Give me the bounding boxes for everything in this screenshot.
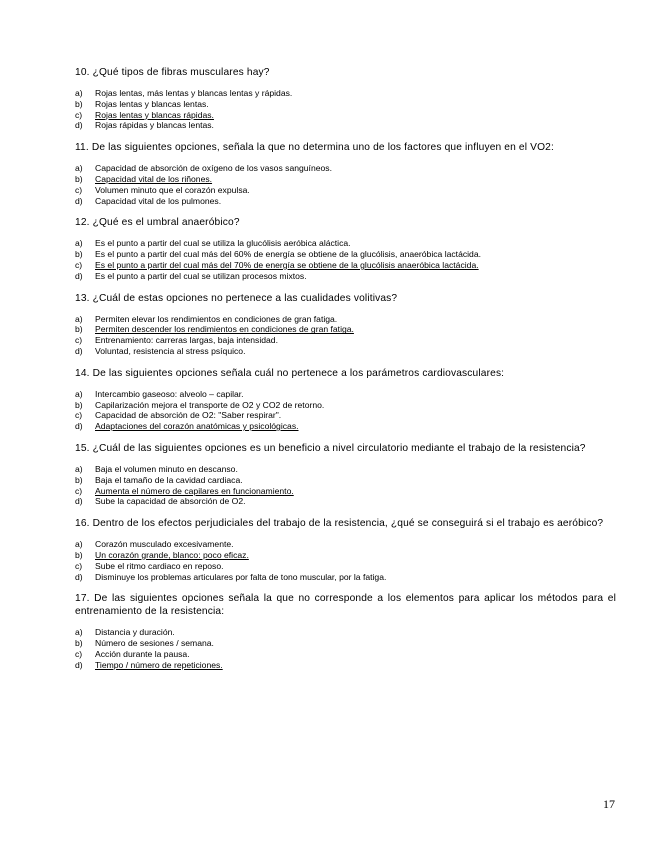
option-item	[75, 196, 616, 207]
option-letter: a)	[75, 388, 83, 399]
option-text-correct: Es el punto a partir del cual más del 70% de energía se obtiene de la glucólisis anaeróbica lactácida.	[95, 259, 479, 270]
option-list	[75, 539, 616, 582]
option-item	[75, 88, 616, 99]
option-item	[75, 464, 616, 475]
option-letter: c)	[75, 485, 83, 496]
question-10	[75, 66, 616, 131]
option-letter: b)	[75, 638, 83, 649]
option-letter: d)	[75, 659, 83, 670]
option-letter: c)	[75, 184, 83, 195]
option-item	[75, 496, 616, 507]
option-letter: c)	[75, 560, 83, 571]
option-letter: c)	[75, 259, 83, 270]
option-item	[75, 120, 616, 131]
question-title: 17. De las siguientes opciones señala la que no corresponde a los elementos para aplicar los métodos para el entrenamiento de la resistencia:	[75, 593, 616, 618]
option-list	[75, 464, 616, 507]
option-letter: d)	[75, 496, 83, 507]
option-letter: c)	[75, 335, 83, 346]
option-text: Corazón musculado excesivamente.	[95, 539, 234, 550]
option-letter: d)	[75, 345, 83, 356]
option-item	[75, 649, 616, 660]
question-16	[75, 517, 616, 582]
option-text-correct: Un corazón grande, blanco: poco eficaz.	[95, 549, 249, 560]
option-text-correct: Permiten descender los rendimientos en condiciones de gran fatiga.	[95, 324, 354, 335]
question-list	[75, 66, 616, 681]
option-item	[75, 421, 616, 432]
option-letter: b)	[75, 249, 83, 260]
option-letter: a)	[75, 238, 83, 249]
option-text: Sube el ritmo cardiaco en reposo.	[95, 560, 224, 571]
option-text: Voluntad, resistencia al stress psíquico.	[95, 345, 246, 356]
option-item	[75, 638, 616, 649]
question-title: 12. ¿Qué es el umbral anaeróbico?	[75, 217, 240, 229]
option-text: Capacidad de absorción de O2: "Saber respirar".	[95, 410, 282, 421]
option-letter: c)	[75, 109, 83, 120]
option-list	[75, 389, 616, 432]
option-text: Rojas lentas, más lentas y blancas lentas y rápidas.	[95, 88, 293, 98]
option-item	[75, 185, 616, 196]
option-letter: a)	[75, 539, 83, 550]
option-letter: a)	[75, 88, 83, 98]
option-item	[75, 174, 616, 185]
option-list	[75, 238, 616, 281]
option-text: Número de sesiones / semana.	[95, 638, 214, 649]
option-text: Es el punto a partir del cual más del 60% de energía se obtiene de la glucólisis, anaeróbica lactácida.	[95, 249, 482, 260]
option-item	[75, 271, 616, 282]
option-text: Intercambio gaseoso: alveolo – capilar.	[95, 388, 244, 399]
option-text: Rojas lentas y blancas lentas.	[95, 98, 209, 109]
option-letter: d)	[75, 421, 83, 432]
question-12	[75, 216, 616, 281]
option-text: Distancia y duración.	[95, 627, 175, 638]
option-letter: d)	[75, 195, 83, 206]
option-item	[75, 163, 616, 174]
option-text: Baja el volumen minuto en descanso.	[95, 463, 238, 474]
option-text: Es el punto a partir del cual se utiliza la glucólisis aeróbica aláctica.	[95, 238, 351, 249]
question-title: 11. De las siguientes opciones, señala la que no determina uno de los factores que influyen en el VO2:	[75, 142, 554, 154]
option-letter: d)	[75, 120, 83, 131]
option-text: Sube la capacidad de absorción de O2.	[95, 496, 246, 507]
option-text: Acción durante la pausa.	[95, 648, 190, 659]
option-text: Entrenamiento: carreras largas, baja intensidad.	[95, 335, 278, 346]
question-13	[75, 292, 616, 357]
option-item	[75, 249, 616, 260]
option-text-correct: Rojas lentas y blancas rápidas.	[95, 109, 214, 120]
option-item	[75, 410, 616, 421]
option-item	[75, 539, 616, 550]
option-item	[75, 314, 616, 325]
option-item	[75, 572, 616, 583]
option-text: Disminuye los problemas articulares por falta de tono muscular, por la fatiga.	[95, 571, 387, 582]
option-item	[75, 238, 616, 249]
question-11	[75, 141, 616, 206]
option-item	[75, 475, 616, 486]
option-letter: b)	[75, 173, 83, 184]
question-title: 13. ¿Cuál de estas opciones no pertenece a las cualidades volitivas?	[75, 292, 398, 304]
option-letter: b)	[75, 324, 83, 335]
option-item	[75, 346, 616, 357]
option-list	[75, 314, 616, 357]
option-item	[75, 110, 616, 121]
option-text-correct: Tiempo / número de repeticiones.	[95, 659, 223, 670]
option-text: Es el punto a partir del cual se utilizan procesos mixtos.	[95, 270, 307, 281]
option-item	[75, 627, 616, 638]
question-15	[75, 442, 616, 507]
option-item	[75, 335, 616, 346]
option-text: Volumen minuto que el corazón expulsa.	[95, 184, 250, 195]
option-letter: a)	[75, 463, 83, 474]
option-letter: b)	[75, 549, 83, 560]
option-list	[75, 627, 616, 670]
option-item	[75, 99, 616, 110]
option-letter: b)	[75, 399, 83, 410]
option-letter: a)	[75, 627, 83, 638]
option-item	[75, 324, 616, 335]
option-letter: d)	[75, 571, 83, 582]
option-text-correct: Adaptaciones del corazón anatómicas y psicológicas.	[95, 421, 299, 432]
option-letter: a)	[75, 163, 83, 174]
option-letter: d)	[75, 270, 83, 281]
option-text-correct: Aumenta el número de capilares en funcionamiento.	[95, 485, 294, 496]
option-letter: b)	[75, 98, 83, 109]
option-letter: c)	[75, 410, 83, 421]
option-item	[75, 400, 616, 411]
page-number: 17	[603, 797, 615, 811]
option-letter: a)	[75, 313, 83, 324]
option-text: Capacidad vital de los pulmones.	[95, 195, 222, 206]
option-text: Permiten elevar los rendimientos en condiciones de gran fatiga.	[95, 313, 338, 324]
option-item	[75, 561, 616, 572]
question-title: 16. Dentro de los efectos perjudiciales del trabajo de la resistencia, ¿qué se conseguirá si el trabajo es aeróbico?	[75, 518, 604, 530]
question-title: 15. ¿Cuál de las siguientes opciones es un beneficio a nivel circulatorio mediante el trabajo de la resistencia?	[75, 442, 586, 454]
option-item	[75, 660, 616, 671]
option-text: Capacidad de absorción de oxígeno de los vasos sanguíneos.	[95, 163, 332, 174]
option-item	[75, 260, 616, 271]
option-item	[75, 389, 616, 400]
question-title: 14. De las siguientes opciones señala cuál no pertenece a los parámetros cardiovasculares:	[75, 367, 505, 379]
option-item	[75, 486, 616, 497]
option-list	[75, 163, 616, 206]
option-text-correct: Capacidad vital de los riñones.	[95, 173, 213, 184]
question-title: 10. ¿Qué tipos de fibras musculares hay?	[75, 67, 270, 78]
question-17	[75, 592, 616, 670]
option-text: Rojas rápidas y blancas lentas.	[95, 120, 214, 131]
option-list	[75, 88, 616, 131]
option-text: Baja el tamaño de la cavidad cardiaca.	[95, 474, 243, 485]
option-item	[75, 550, 616, 561]
option-letter: b)	[75, 474, 83, 485]
option-text: Capilarización mejora el transporte de O2 y CO2 de retorno.	[95, 399, 325, 410]
question-14	[75, 367, 616, 432]
option-letter: c)	[75, 648, 83, 659]
